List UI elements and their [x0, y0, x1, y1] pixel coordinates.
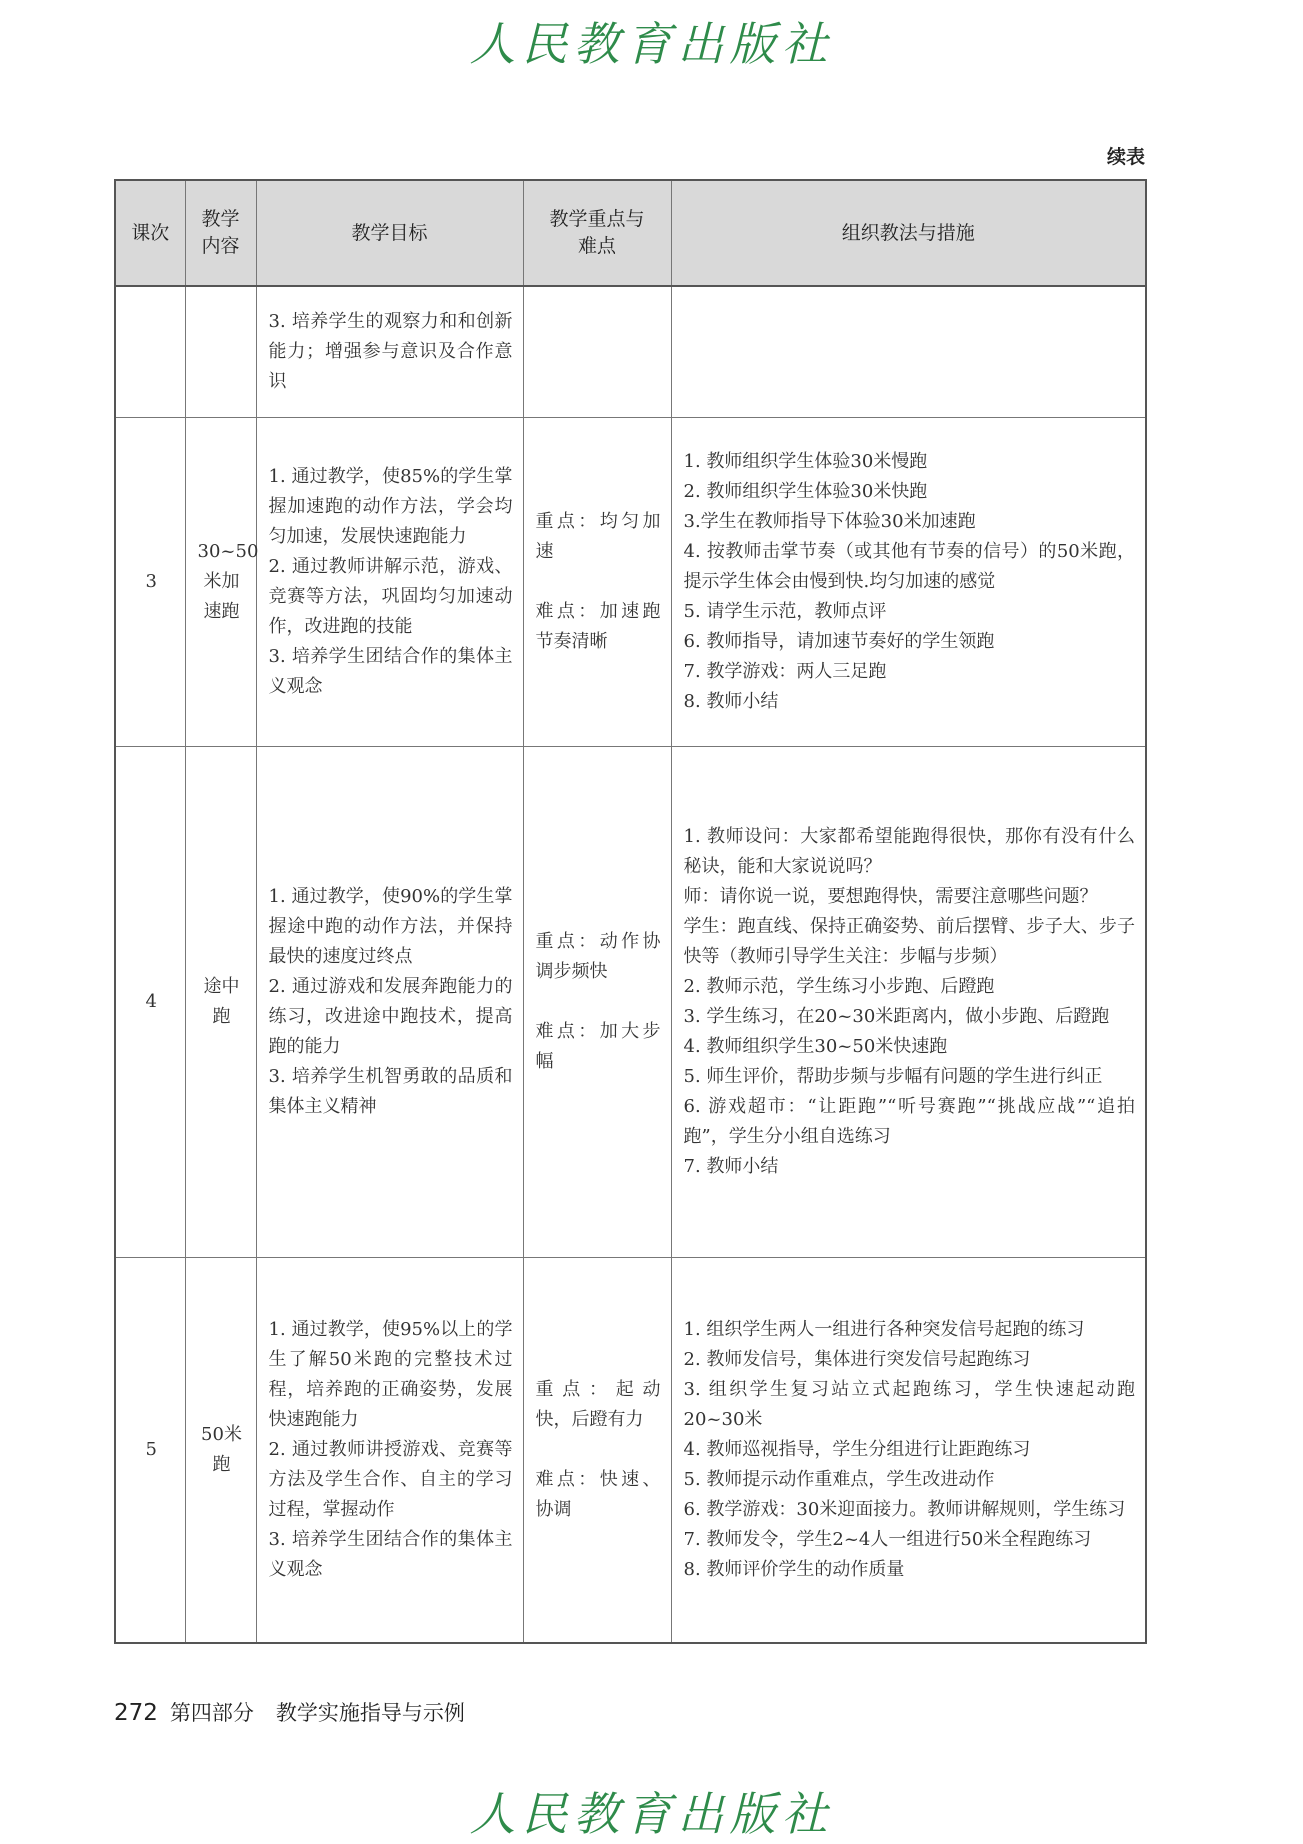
lesson-goals — [256, 286, 523, 417]
lesson-methods — [671, 286, 1146, 417]
publisher-logo-top: 人民教育出版社 — [469, 17, 834, 71]
table-row — [115, 746, 1146, 1257]
lesson-methods — [671, 1257, 1146, 1643]
header-teaching-content: 教学内容 — [185, 180, 256, 286]
method-item: 6. 教师指导，请加速节奏好的学生领跑 — [683, 630, 995, 652]
goal-item: 1. 通过教学，使95%以上的学生了解50米跑的完整技术过程，培养跑的正确姿势，发展快速跑能力 — [268, 1318, 513, 1430]
lesson-topic — [185, 286, 256, 417]
goal-item: 3. 培养学生的观察力和和创新能力；增强参与意识及合作意识 — [268, 310, 513, 392]
footer-part: 第四部分 — [169, 1701, 254, 1725]
goal-item: 3. 培养学生团结合作的集体主义观念 — [268, 645, 513, 697]
table-row — [115, 1257, 1146, 1643]
method-item: 8. 教师评价学生的动作质量 — [683, 1558, 905, 1580]
method-item: 2. 教师发信号，集体进行突发信号起跑练习 — [683, 1348, 1031, 1370]
continued-label: 续表 — [1106, 146, 1145, 168]
goal-item: 1. 通过教学，使85%的学生掌握加速跑的动作方法，学会均匀加速，发展快速跑能力 — [268, 465, 513, 547]
header-teaching-goals: 教学目标 — [256, 180, 523, 286]
table-header-row — [115, 180, 1146, 286]
lesson-goals — [256, 417, 523, 746]
method-item: 7. 教师发令，学生2~4人一组进行50米全程跑练习 — [683, 1528, 1092, 1550]
method-item: 师：请你说一说，要想跑得快，需要注意哪些问题？ — [683, 885, 1098, 907]
lesson-methods — [671, 417, 1146, 746]
goal-item: 1. 通过教学，使90%的学生掌握途中跑的动作方法，并保持最快的速度过终点 — [268, 885, 513, 967]
lesson-number — [115, 286, 185, 417]
method-item: 8. 教师小结 — [683, 690, 779, 712]
lesson-methods — [671, 746, 1146, 1257]
method-item: 1. 教师组织学生体验30米慢跑 — [683, 450, 928, 472]
goal-item: 2. 通过游戏和发展奔跑能力的练习，改进途中跑技术，提高跑的能力 — [268, 975, 513, 1057]
difficulty-point: 难点：快速、协调 — [535, 1468, 661, 1520]
lesson-number: 4 — [115, 746, 185, 1257]
key-point: 重点：起动快，后蹬有力 — [535, 1378, 661, 1430]
table-row — [115, 417, 1146, 746]
method-item: 6. 教学游戏：30米迎面接力。教师讲解规则，学生练习 — [683, 1498, 1126, 1520]
lesson-key-points — [523, 286, 671, 417]
publisher-logo-bottom: 人民教育出版社 — [469, 1787, 834, 1841]
lesson-goals — [256, 746, 523, 1257]
method-item: 3. 学生练习，在20~30米距离内，做小步跑、后蹬跑 — [683, 1005, 1110, 1027]
key-point: 重点：均匀加速 — [535, 510, 661, 562]
header-methods: 组织教法与措施 — [671, 180, 1146, 286]
goal-item: 2. 通过教师讲授游戏、竞赛等方法及学生合作、自主的学习过程，掌握动作 — [268, 1438, 513, 1520]
method-item: 2. 教师示范，学生练习小步跑、后蹬跑 — [683, 975, 995, 997]
method-item: 1. 教师设问：大家都希望能跑得很快，那你有没有什么秘诀，能和大家说说吗？ — [683, 825, 1135, 877]
method-item: 1. 组织学生两人一组进行各种突发信号起跑的练习 — [683, 1318, 1085, 1340]
lesson-key-points — [523, 746, 671, 1257]
goal-item: 3. 培养学生团结合作的集体主义观念 — [268, 1528, 513, 1580]
lesson-key-points — [523, 417, 671, 746]
method-item: 学生：跑直线、保持正确姿势、前后摆臂、步子大、步子快等（教师引导学生关注：步幅与步频） — [683, 915, 1135, 967]
method-item: 4. 教师组织学生30~50米快速跑 — [683, 1035, 948, 1057]
page-footer — [114, 1697, 465, 1727]
lesson-number: 3 — [115, 417, 185, 746]
header-lesson-number: 课次 — [115, 180, 185, 286]
method-item: 6. 游戏超市：“让距跑”“听号赛跑”“挑战应战”“追拍跑”，学生分小组自选练习 — [683, 1095, 1135, 1147]
method-item: 4. 按教师击掌节奏（或其他有节奏的信号）的50米跑，提示学生体会由慢到快.均匀加速的感觉 — [683, 540, 1135, 592]
lesson-topic: 50米跑 — [185, 1257, 256, 1643]
method-item: 7. 教学游戏：两人三足跑 — [683, 660, 887, 682]
difficulty-point: 难点：加大步幅 — [535, 1020, 661, 1072]
lesson-key-points — [523, 1257, 671, 1643]
footer-section: 教学实施指导与示例 — [275, 1701, 465, 1725]
method-item: 5. 请学生示范，教师点评 — [683, 600, 887, 622]
method-item: 3.学生在教师指导下体验30米加速跑 — [683, 510, 976, 532]
method-item: 4. 教师巡视指导，学生分组进行让距跑练习 — [683, 1438, 1031, 1460]
method-item: 7. 教师小结 — [683, 1155, 779, 1177]
method-item: 3. 组织学生复习站立式起跑练习，学生快速起动跑20~30米 — [683, 1378, 1135, 1430]
key-point: 重点：动作协调步频快 — [535, 930, 661, 982]
lesson-goals — [256, 1257, 523, 1643]
goal-item: 2. 通过教师讲解示范，游戏、竞赛等方法，巩固均匀加速动作，改进跑的技能 — [268, 555, 513, 637]
lesson-topic: 途中跑 — [185, 746, 256, 1257]
lesson-number: 5 — [115, 1257, 185, 1643]
lesson-plan-table — [114, 179, 1147, 1644]
method-item: 2. 教师组织学生体验30米快跑 — [683, 480, 928, 502]
lesson-topic: 30~50米加速跑 — [185, 417, 256, 746]
header-key-difficult-points: 教学重点与难点 — [523, 180, 671, 286]
table-row — [115, 286, 1146, 417]
method-item: 5. 师生评价，帮助步频与步幅有问题的学生进行纠正 — [683, 1065, 1103, 1087]
goal-item: 3. 培养学生机智勇敢的品质和集体主义精神 — [268, 1065, 513, 1117]
difficulty-point: 难点：加速跑节奏清晰 — [535, 600, 661, 652]
page-number: 272 — [114, 1700, 158, 1726]
method-item: 5. 教师提示动作重难点，学生改进动作 — [683, 1468, 995, 1490]
